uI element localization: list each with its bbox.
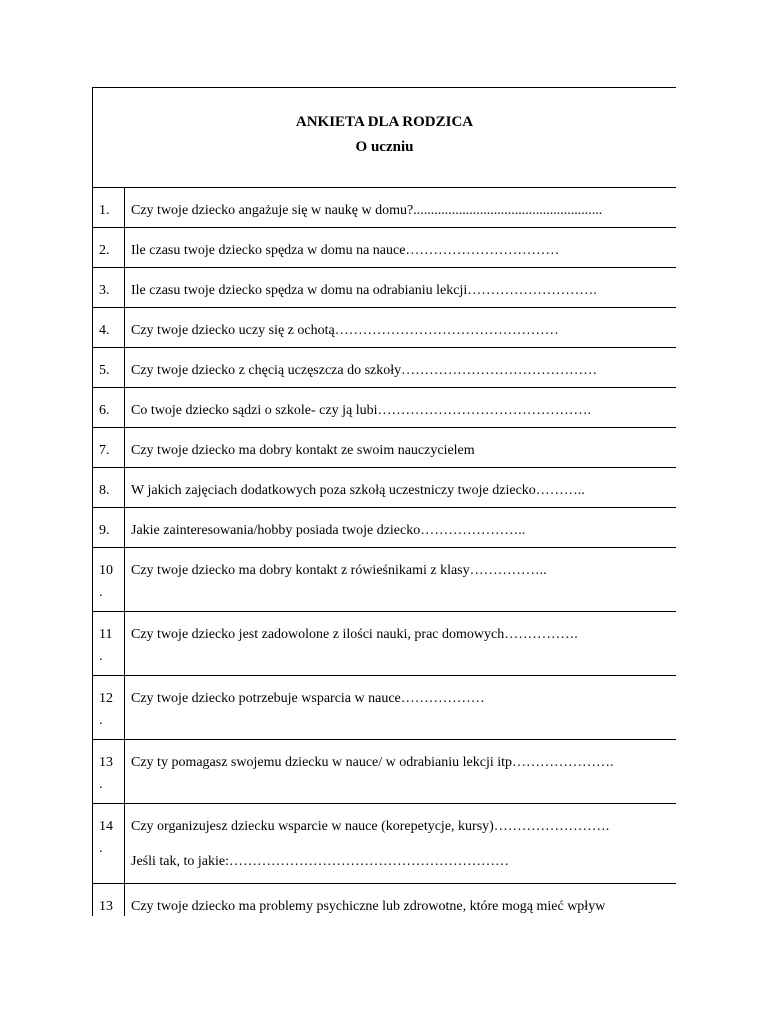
question-number: 2. bbox=[93, 228, 125, 268]
question-number: 4. bbox=[93, 308, 125, 348]
question-row-4 bbox=[93, 308, 677, 348]
question-number: 12 . bbox=[93, 676, 125, 740]
question-row-9 bbox=[93, 508, 677, 548]
question-number: 1. bbox=[93, 188, 125, 228]
question-row-5 bbox=[93, 348, 677, 388]
question-number: 5. bbox=[93, 348, 125, 388]
question-text: Ile czasu twoje dziecko spędza w domu na nauce…………………………… bbox=[125, 228, 677, 268]
question-number: 6. bbox=[93, 388, 125, 428]
question-text: Czy twoje dziecko jest zadowolone z ilości nauki, prac domowych……………. bbox=[125, 612, 677, 676]
question-text: Czy twoje dziecko uczy się z ochotą………………………………………… bbox=[125, 308, 677, 348]
question-text: Czy twoje dziecko ma dobry kontakt z rówieśnikami z klasy…………….. bbox=[125, 548, 677, 612]
question-number: 3. bbox=[93, 268, 125, 308]
question-number: 8. bbox=[93, 468, 125, 508]
question-text: Czy twoje dziecko z chęcią uczęszcza do szkoły…………………………………… bbox=[125, 348, 677, 388]
survey-title: ANKIETA DLA RODZICA bbox=[295, 114, 474, 130]
question-text: Czy ty pomagasz swojemu dziecku w nauce/ w odrabianiu lekcji itp…………………. bbox=[125, 740, 677, 804]
question-number: 13 . bbox=[93, 740, 125, 804]
question-number: 11 . bbox=[93, 612, 125, 676]
question-number: 10 . bbox=[93, 548, 125, 612]
survey-subtitle: O uczniu bbox=[355, 139, 414, 155]
question-text: Czy organizujesz dziecku wsparcie w nauce (korepetycje, kursy)……………………. Jeśli tak, to jakie:…………………………………………………… bbox=[125, 804, 677, 884]
question-row-12 bbox=[93, 676, 677, 740]
question-row-10 bbox=[93, 548, 677, 612]
header-cell bbox=[93, 88, 677, 188]
question-row-2 bbox=[93, 228, 677, 268]
question-followup: Jeśli tak, to jakie:…………………………………………………… bbox=[131, 854, 509, 869]
question-row-3 bbox=[93, 268, 677, 308]
question-text: Jakie zainteresowania/hobby posiada twoje dziecko………………….. bbox=[125, 508, 677, 548]
question-row-11 bbox=[93, 612, 677, 676]
question-row-6 bbox=[93, 388, 677, 428]
survey-sheet bbox=[92, 87, 676, 916]
question-row-13 bbox=[93, 740, 677, 804]
question-number: 9. bbox=[93, 508, 125, 548]
question-text: Czy twoje dziecko angażuje się w naukę w domu?...................................................... bbox=[125, 188, 677, 228]
question-text: Czy twoje dziecko potrzebuje wsparcia w nauce……………… bbox=[125, 676, 677, 740]
question-text: Ile czasu twoje dziecko spędza w domu na odrabianiu lekcji………………………. bbox=[125, 268, 677, 308]
question-text: Czy twoje dziecko ma problemy psychiczne lub zdrowotne, które mogą mieć wpływ bbox=[125, 884, 677, 917]
question-row-7 bbox=[93, 428, 677, 468]
question-text: Co twoje dziecko sądzi o szkole- czy ją lubi………………………………………. bbox=[125, 388, 677, 428]
question-text: Czy twoje dziecko ma dobry kontakt ze swoim nauczycielem bbox=[125, 428, 677, 468]
question-row-1 bbox=[93, 188, 677, 228]
question-number: 13 bbox=[93, 884, 125, 917]
question-text: W jakich zajęciach dodatkowych poza szkołą uczestniczy twoje dziecko……….. bbox=[125, 468, 677, 508]
question-number: 14 . bbox=[93, 804, 125, 884]
question-row-15 bbox=[93, 884, 677, 917]
header-row bbox=[93, 88, 677, 188]
survey-table bbox=[92, 87, 676, 916]
question-row-14 bbox=[93, 804, 677, 884]
question-number: 7. bbox=[93, 428, 125, 468]
question-row-8 bbox=[93, 468, 677, 508]
